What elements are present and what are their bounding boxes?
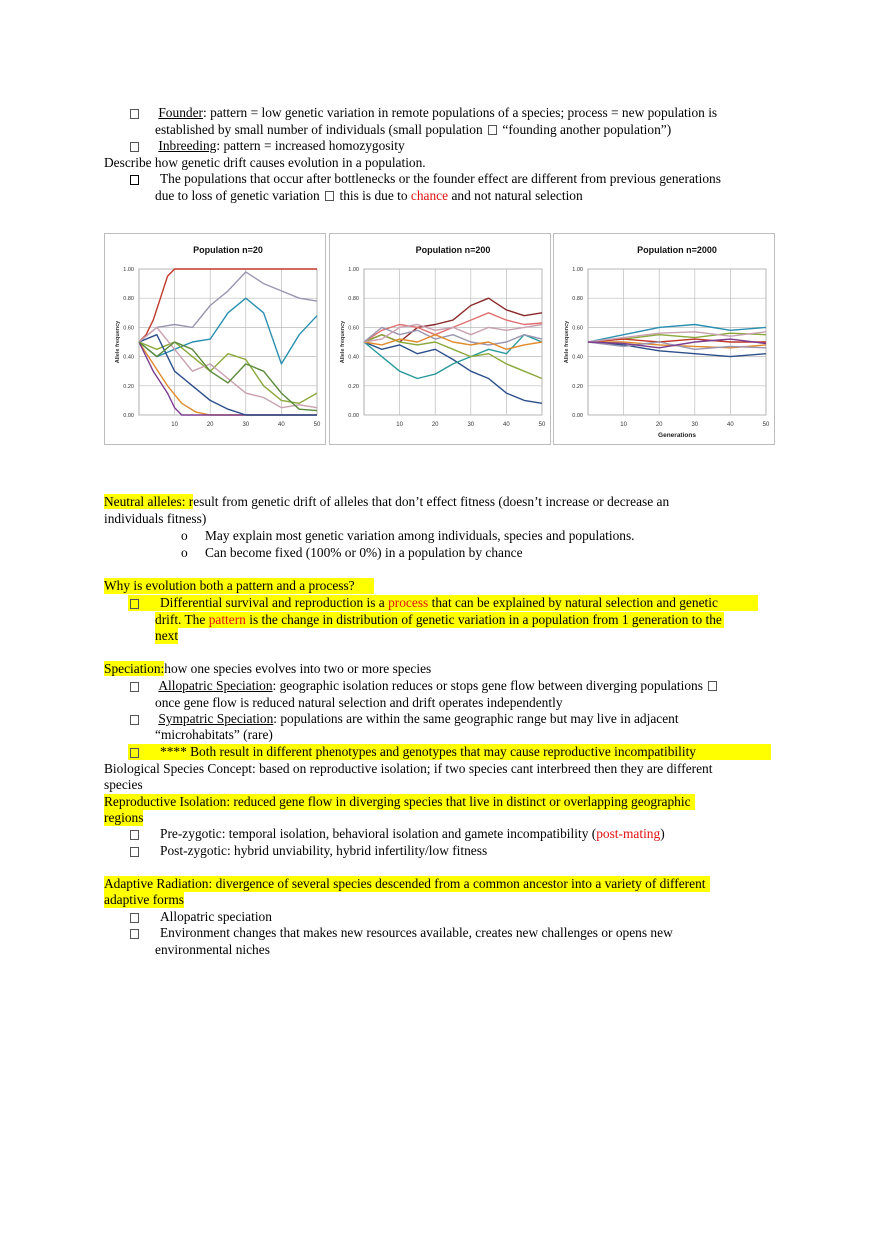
why-text-1: Differential survival and reproduction is a bbox=[160, 595, 385, 610]
chance-word: chance bbox=[410, 188, 449, 203]
sympatric-line-1 bbox=[155, 711, 679, 727]
chart-title: Population n=2000 bbox=[637, 245, 717, 255]
bullet-box-icon bbox=[130, 830, 139, 840]
sub-bullet-o: o bbox=[181, 545, 188, 560]
allopatric-line-2: once gene flow is reduced natural selection and drift operates independently bbox=[155, 695, 563, 710]
neutral-text-1: esult from genetic drift of alleles that don’t effect fitness (doesn’t increase or decrease an bbox=[193, 494, 670, 509]
y-tick-label: 0.00 bbox=[572, 413, 583, 419]
adaptive-bullet-1: Allopatric speciation bbox=[160, 909, 272, 924]
drift-answer-2a: due to loss of genetic variation bbox=[155, 188, 320, 203]
bsc-line-1: Biological Species Concept: based on reproductive isolation; if two species cant interbreed then they are different bbox=[104, 761, 713, 776]
allopatric-term: Allopatric Speciation bbox=[158, 678, 273, 693]
why-line-2 bbox=[155, 612, 724, 628]
arrow-box-icon bbox=[325, 191, 334, 201]
bullet-box-icon bbox=[130, 929, 139, 939]
y-tick-label: 1.00 bbox=[348, 267, 359, 273]
y-tick-label: 0.20 bbox=[572, 383, 583, 390]
sympatric-line-2: “microhabitats” (rare) bbox=[155, 727, 273, 742]
founder-term: Founder bbox=[158, 105, 203, 120]
why-line-3: next bbox=[155, 628, 179, 643]
x-axis-label: Generations bbox=[658, 432, 696, 439]
y-tick-label: 0.60 bbox=[348, 325, 359, 332]
drift-answer-2b: this is due to bbox=[339, 188, 408, 203]
y-tick-label: 0.00 bbox=[348, 413, 359, 419]
sub-bullet-o: o bbox=[181, 528, 188, 543]
adaptive-bullet-2b: environmental niches bbox=[155, 942, 270, 957]
repro-line-1: Reproductive Isolation: reduced gene flow in diverging species that live in distinct or overlapping geographic bbox=[104, 794, 695, 810]
chart-n200 bbox=[330, 234, 552, 446]
genetic-drift-charts bbox=[104, 233, 776, 445]
speciation-text: how one species evolves into two or more species bbox=[164, 661, 432, 676]
bullet-box-icon bbox=[130, 175, 139, 185]
y-tick-label: 0.80 bbox=[348, 296, 359, 303]
x-tick-label: 40 bbox=[503, 422, 510, 428]
inbreeding-term: Inbreeding bbox=[158, 138, 217, 153]
y-tick-label: 0.80 bbox=[123, 296, 134, 303]
chart-panel-n20 bbox=[104, 233, 326, 445]
sympatric-term: Sympatric Speciation bbox=[158, 711, 274, 726]
y-tick-label: 0.40 bbox=[572, 354, 583, 361]
allopatric-line-1 bbox=[155, 678, 719, 694]
why-text-2: that can be explained by natural selection and genetic bbox=[431, 595, 718, 610]
x-tick-label: 30 bbox=[691, 422, 699, 428]
x-tick-label: 20 bbox=[206, 422, 214, 428]
y-tick-label: 0.80 bbox=[572, 296, 583, 303]
inbreeding-line bbox=[155, 138, 405, 154]
founder-line-2 bbox=[155, 122, 671, 138]
why-text-3: drift. The bbox=[155, 612, 206, 627]
neutral-sub-1: May explain most genetic variation among individuals, species and populations. bbox=[205, 528, 635, 543]
adaptive-line-1: Adaptive Radiation: divergence of several species descended from a common ancestor into a variety of different bbox=[104, 876, 710, 892]
bullet-box-icon bbox=[130, 748, 139, 758]
x-tick-label: 20 bbox=[655, 422, 663, 428]
process-word: process bbox=[388, 595, 429, 610]
y-tick-label: 0.40 bbox=[123, 354, 134, 361]
post-mating-word: post-mating bbox=[596, 826, 661, 841]
neutral-term: Neutral alleles: r bbox=[104, 494, 194, 509]
why-line-1 bbox=[160, 595, 718, 611]
bullet-box-icon bbox=[130, 109, 139, 119]
x-tick-label: 20 bbox=[431, 422, 439, 428]
y-tick-label: 0.20 bbox=[123, 383, 134, 390]
y-axis-label: Allele frequency bbox=[564, 320, 570, 364]
chart-n20 bbox=[105, 234, 327, 446]
repro-line-2: regions bbox=[104, 810, 144, 825]
chart-n2000 bbox=[554, 234, 776, 446]
x-tick-label: 10 bbox=[620, 422, 627, 428]
y-tick-label: 0.60 bbox=[572, 325, 583, 332]
founder-text-2a: established by small number of individuals (small population bbox=[155, 122, 483, 137]
neutral-sub-2: Can become fixed (100% or 0%) in a population by chance bbox=[205, 545, 523, 560]
bullet-box-icon bbox=[130, 715, 139, 725]
x-tick-label: 40 bbox=[727, 422, 734, 428]
both-line: **** Both result in different phenotypes and genotypes that may cause reproductive incompatibility bbox=[160, 744, 696, 759]
y-tick-label: 0.40 bbox=[348, 354, 359, 361]
prezygotic-end: ) bbox=[660, 826, 665, 841]
why-text-4: is the change in distribution of genetic variation in a population from 1 generation to the bbox=[249, 612, 722, 627]
drift-answer-line-2 bbox=[155, 188, 583, 204]
y-tick-label: 1.00 bbox=[123, 267, 134, 273]
x-tick-label: 30 bbox=[467, 422, 475, 428]
y-axis-label: Allele frequency bbox=[340, 320, 346, 364]
pattern-word: pattern bbox=[208, 612, 246, 627]
bsc-line-2: species bbox=[104, 777, 143, 792]
prezygotic-text: Pre-zygotic: temporal isolation, behavioral isolation and gamete incompatibility ( bbox=[160, 826, 597, 841]
chart-panel-n2000 bbox=[553, 233, 775, 445]
y-tick-label: 0.60 bbox=[123, 325, 134, 332]
x-tick-label: 50 bbox=[538, 422, 546, 428]
bullet-box-icon bbox=[130, 142, 139, 152]
founder-line bbox=[155, 105, 717, 121]
prezygotic-line bbox=[160, 826, 665, 842]
speciation-line bbox=[104, 661, 431, 677]
x-tick-label: 10 bbox=[396, 422, 403, 428]
why-question: Why is evolution both a pattern and a process? bbox=[104, 578, 374, 594]
chart-panel-n200 bbox=[329, 233, 551, 445]
y-tick-label: 0.00 bbox=[123, 413, 134, 419]
adaptive-bullet-2a: Environment changes that makes new resources available, creates new challenges or opens new bbox=[160, 925, 673, 940]
inbreeding-text: : pattern = increased homozygosity bbox=[216, 138, 405, 153]
y-tick-label: 0.20 bbox=[348, 383, 359, 390]
bullet-box-icon bbox=[130, 847, 139, 857]
postzygotic-line: Post-zygotic: hybrid unviability, hybrid infertility/low fitness bbox=[160, 843, 488, 858]
allopatric-text-1: : geographic isolation reduces or stops gene flow between diverging populations bbox=[272, 678, 703, 693]
adaptive-line-2: adaptive forms bbox=[104, 892, 184, 907]
neutral-line-1 bbox=[104, 494, 669, 510]
sympatric-text-1: : populations are within the same geographic range but may live in adjacent bbox=[273, 711, 679, 726]
x-tick-label: 50 bbox=[762, 422, 770, 428]
drift-answer-line-1: The populations that occur after bottlenecks or the founder effect are different from previous generations bbox=[160, 171, 721, 186]
x-tick-label: 30 bbox=[242, 422, 250, 428]
chart-title: Population n=200 bbox=[415, 245, 491, 255]
y-axis-label: Allele frequency bbox=[115, 320, 121, 364]
y-tick-label: 1.00 bbox=[572, 267, 583, 273]
drift-answer-2c: and not natural selection bbox=[451, 188, 583, 203]
bullet-box-icon bbox=[130, 913, 139, 923]
neutral-line-2: individuals fitness) bbox=[104, 511, 207, 526]
speciation-term: Speciation: bbox=[104, 661, 165, 676]
bullet-box-icon bbox=[130, 682, 139, 692]
chart-title: Population n=20 bbox=[193, 245, 263, 255]
x-tick-label: 10 bbox=[171, 422, 178, 428]
drift-question: Describe how genetic drift causes evolution in a population. bbox=[104, 155, 426, 170]
founder-text-2b: “founding another population”) bbox=[502, 122, 672, 137]
bullet-box-icon bbox=[130, 599, 139, 609]
arrow-box-icon bbox=[708, 681, 717, 691]
x-tick-label: 50 bbox=[313, 422, 321, 428]
arrow-box-icon bbox=[488, 125, 497, 135]
x-tick-label: 40 bbox=[278, 422, 285, 428]
founder-text: : pattern = low genetic variation in remote populations of a species; process = new population is bbox=[203, 105, 718, 120]
